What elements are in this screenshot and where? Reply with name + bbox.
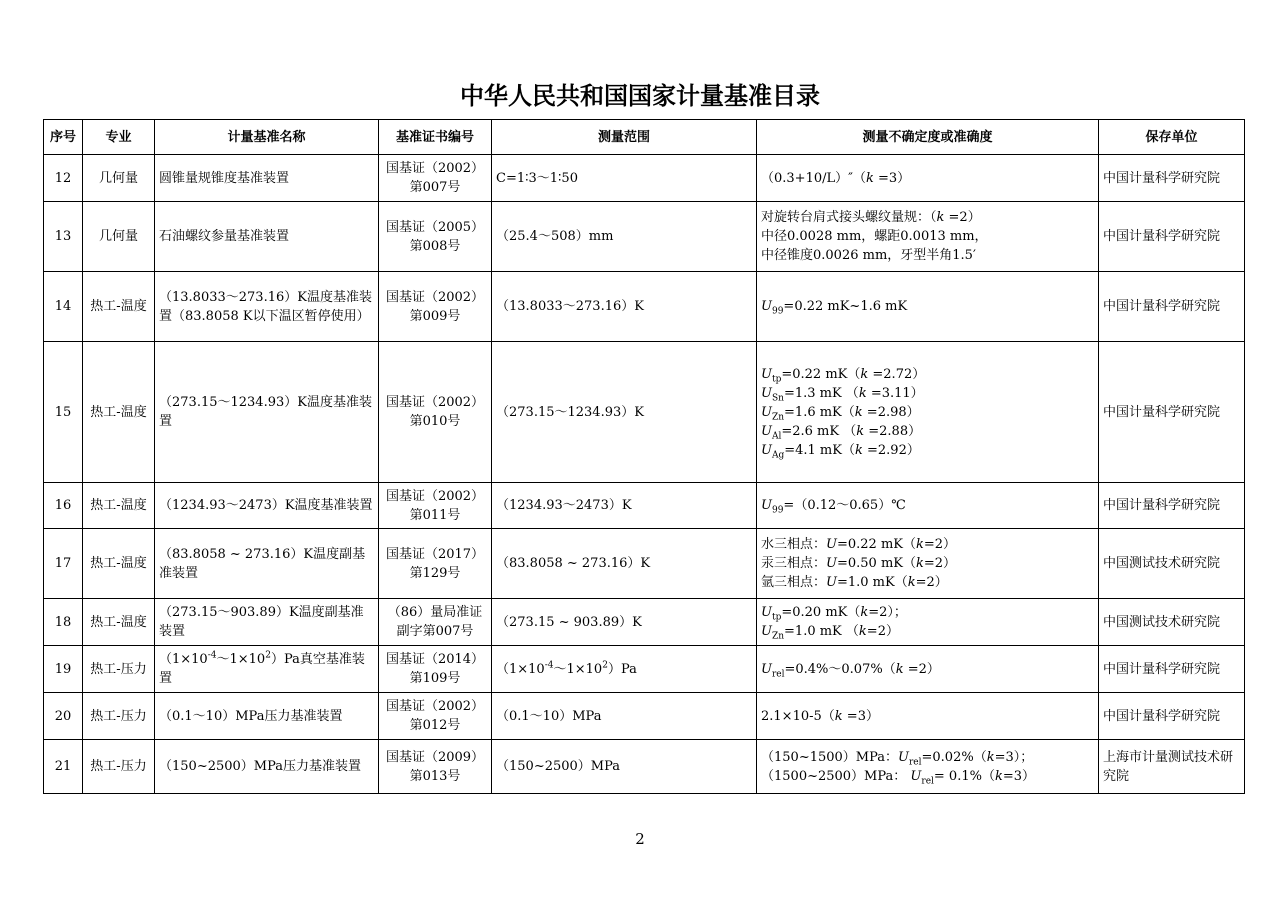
uncertainty-line: （0.3+10/L）″（k =3） bbox=[761, 170, 911, 186]
cell-range: （13.8033～273.16）K bbox=[492, 272, 757, 342]
header-name: 计量基准名称 bbox=[155, 120, 379, 155]
cell-unit: 上海市计量测试技术研究院 bbox=[1099, 740, 1245, 794]
table-row bbox=[44, 272, 1245, 342]
cell-cert: 国基证（2002）第009号 bbox=[379, 272, 492, 342]
uncertainty-line: $U_{Zn}=1.6$ mK（k =2.98） bbox=[761, 404, 920, 423]
cell-uncertainty bbox=[757, 155, 1099, 202]
cell-unit: 中国计量科学研究院 bbox=[1099, 342, 1245, 483]
cell-field: 热工-温度 bbox=[83, 529, 155, 599]
cell-name: $(1\times 10^{-4}\sim 1\times 10^2)Pa$真空基准装置 bbox=[155, 646, 379, 693]
cell-range: $(1\times 10^{-4}\sim 1\times 10^2)Pa$ bbox=[492, 646, 757, 693]
uncertainty-line: $U_{Ag}=4.1$ mK（k =2.92） bbox=[761, 442, 920, 461]
cell-unit: 中国计量科学研究院 bbox=[1099, 202, 1245, 272]
uncertainty-line: 水三相点：U=0.22 mK（k=2） bbox=[761, 537, 957, 552]
cell-name: （273.15～1234.93）K温度基准装置 bbox=[155, 342, 379, 483]
catalog-table bbox=[43, 119, 1245, 794]
cell-unit: 中国测试技术研究院 bbox=[1099, 599, 1245, 646]
cell-range: （150~2500）MPa bbox=[492, 740, 757, 794]
uncertainty-line: （1500~2500）MPa： $U_{rel}= 0.1\%(k=3)$ bbox=[761, 768, 1036, 787]
cell-uncertainty bbox=[757, 342, 1099, 483]
cell-no: 16 bbox=[44, 483, 83, 529]
cell-name: （13.8033～273.16）K温度基准装置（83.8058 K以下温区暂停使用） bbox=[155, 272, 379, 342]
cell-cert: 国基证（2002）第012号 bbox=[379, 693, 492, 740]
cell-no: 20 bbox=[44, 693, 83, 740]
header-range: 测量范围 bbox=[492, 120, 757, 155]
cell-field: 几何量 bbox=[83, 202, 155, 272]
cell-cert: 国基证（2014）第109号 bbox=[379, 646, 492, 693]
cell-field: 热工-压力 bbox=[83, 693, 155, 740]
uncertainty-line: $U_{Sn}=1.3$ mK （k =3.11） bbox=[761, 385, 924, 404]
table-row bbox=[44, 693, 1245, 740]
cell-uncertainty bbox=[757, 202, 1099, 272]
table-row bbox=[44, 529, 1245, 599]
cell-no: 14 bbox=[44, 272, 83, 342]
page-number: 2 bbox=[635, 830, 645, 848]
cell-range: （1234.93～2473）K bbox=[492, 483, 757, 529]
cell-cert: 国基证（2002）第010号 bbox=[379, 342, 492, 483]
header-cert: 基准证书编号 bbox=[379, 120, 492, 155]
cell-range: C=1∶3～1∶50 bbox=[492, 155, 757, 202]
uncertainty-line: $U_{tp}=0.20$ mK（k=2）； bbox=[761, 605, 907, 623]
uncertainty-line: 中径锥度0.0026 mm，牙型半角1.5′ bbox=[761, 248, 976, 263]
cell-range: （273.15～1234.93）K bbox=[492, 342, 757, 483]
uncertainty-line: 中径0.0028 mm，螺距0.0013 mm， bbox=[761, 229, 988, 244]
cell-no: 13 bbox=[44, 202, 83, 272]
cell-unit: 中国计量科学研究院 bbox=[1099, 272, 1245, 342]
cell-uncertainty bbox=[757, 272, 1099, 342]
cell-no: 21 bbox=[44, 740, 83, 794]
table-row bbox=[44, 740, 1245, 794]
uncertainty-line: $U_{rel}=0.4\%\sim 0.07\%(k =2)$ bbox=[761, 661, 940, 680]
cell-cert: （86）量局准证副字第007号 bbox=[379, 599, 492, 646]
cell-uncertainty bbox=[757, 599, 1099, 646]
cell-no: 17 bbox=[44, 529, 83, 599]
uncertainty-line: 2.1×10-5（k =3） bbox=[761, 708, 879, 724]
table-row bbox=[44, 483, 1245, 529]
table-row bbox=[44, 155, 1245, 202]
cell-name: 圆锥量规锥度基准装置 bbox=[155, 155, 379, 202]
cell-unit: 中国计量科学研究院 bbox=[1099, 693, 1245, 740]
cell-name: （273.15～903.89）K温度副基准装置 bbox=[155, 599, 379, 646]
uncertainty-line: $U_{99}=0.22$ mK~1.6 mK bbox=[761, 299, 908, 317]
cell-range: （25.4～508）mm bbox=[492, 202, 757, 272]
uncertainty-line: $U_{Zn}=1.0$ mK （k=2） bbox=[761, 624, 899, 642]
header-no: 序号 bbox=[44, 120, 83, 155]
cell-field: 热工-温度 bbox=[83, 599, 155, 646]
header-uncertainty: 测量不确定度或准确度 bbox=[757, 120, 1099, 155]
uncertainty-line: （150~1500）MPa：$U_{rel}=0.02\%(k=3)$； bbox=[761, 749, 1034, 768]
uncertainty-line: $U_{99}=(0.12\sim 0.65)℃$ bbox=[761, 498, 906, 516]
cell-field: 热工-温度 bbox=[83, 342, 155, 483]
header-unit: 保存单位 bbox=[1099, 120, 1245, 155]
uncertainty-line: $U_{tp}=0.22$ mK（k =2.72） bbox=[761, 366, 926, 385]
cell-field: 热工-温度 bbox=[83, 483, 155, 529]
cell-cert: 国基证（2009）第013号 bbox=[379, 740, 492, 794]
cell-field: 热工-压力 bbox=[83, 646, 155, 693]
uncertainty-line: 汞三相点：U=0.50 mK（k=2） bbox=[761, 556, 957, 571]
cell-cert: 国基证（2002）第011号 bbox=[379, 483, 492, 529]
table-header-row bbox=[44, 120, 1245, 155]
table-row bbox=[44, 202, 1245, 272]
cell-name: （0.1～10）MPa压力基准装置 bbox=[155, 693, 379, 740]
header-field: 专业 bbox=[83, 120, 155, 155]
cell-name: （150~2500）MPa压力基准装置 bbox=[155, 740, 379, 794]
cell-uncertainty bbox=[757, 529, 1099, 599]
cell-unit: 中国计量科学研究院 bbox=[1099, 483, 1245, 529]
uncertainty-line: $U_{Al}=2.6$ mK （k =2.88） bbox=[761, 423, 922, 442]
table-row bbox=[44, 342, 1245, 483]
cell-field: 几何量 bbox=[83, 155, 155, 202]
cell-unit: 中国测试技术研究院 bbox=[1099, 529, 1245, 599]
cell-uncertainty bbox=[757, 740, 1099, 794]
cell-name: （83.8058 ~ 273.16）K温度副基准装置 bbox=[155, 529, 379, 599]
table-row bbox=[44, 646, 1245, 693]
cell-no: 19 bbox=[44, 646, 83, 693]
table-row bbox=[44, 599, 1245, 646]
cell-cert: 国基证（2005）第008号 bbox=[379, 202, 492, 272]
cell-unit: 中国计量科学研究院 bbox=[1099, 646, 1245, 693]
uncertainty-line: 对旋转台肩式接头螺纹量规：（k =2） bbox=[761, 210, 981, 225]
cell-range: （0.1～10）MPa bbox=[492, 693, 757, 740]
page-title: 中华人民共和国国家计量基准目录 bbox=[460, 82, 820, 110]
cell-no: 18 bbox=[44, 599, 83, 646]
cell-field: 热工-压力 bbox=[83, 740, 155, 794]
cell-uncertainty bbox=[757, 646, 1099, 693]
cell-range: （273.15 ~ 903.89）K bbox=[492, 599, 757, 646]
cell-field: 热工-温度 bbox=[83, 272, 155, 342]
cell-uncertainty bbox=[757, 483, 1099, 529]
uncertainty-line: 氩三相点：U=1.0 mK（k=2） bbox=[761, 575, 948, 590]
cell-cert: 国基证（2002）第007号 bbox=[379, 155, 492, 202]
cell-name: 石油螺纹参量基准装置 bbox=[155, 202, 379, 272]
cell-range: （83.8058 ~ 273.16）K bbox=[492, 529, 757, 599]
cell-name: （1234.93～2473）K温度基准装置 bbox=[155, 483, 379, 529]
cell-cert: 国基证（2017）第129号 bbox=[379, 529, 492, 599]
cell-unit: 中国计量科学研究院 bbox=[1099, 155, 1245, 202]
cell-no: 12 bbox=[44, 155, 83, 202]
cell-no: 15 bbox=[44, 342, 83, 483]
cell-uncertainty bbox=[757, 693, 1099, 740]
